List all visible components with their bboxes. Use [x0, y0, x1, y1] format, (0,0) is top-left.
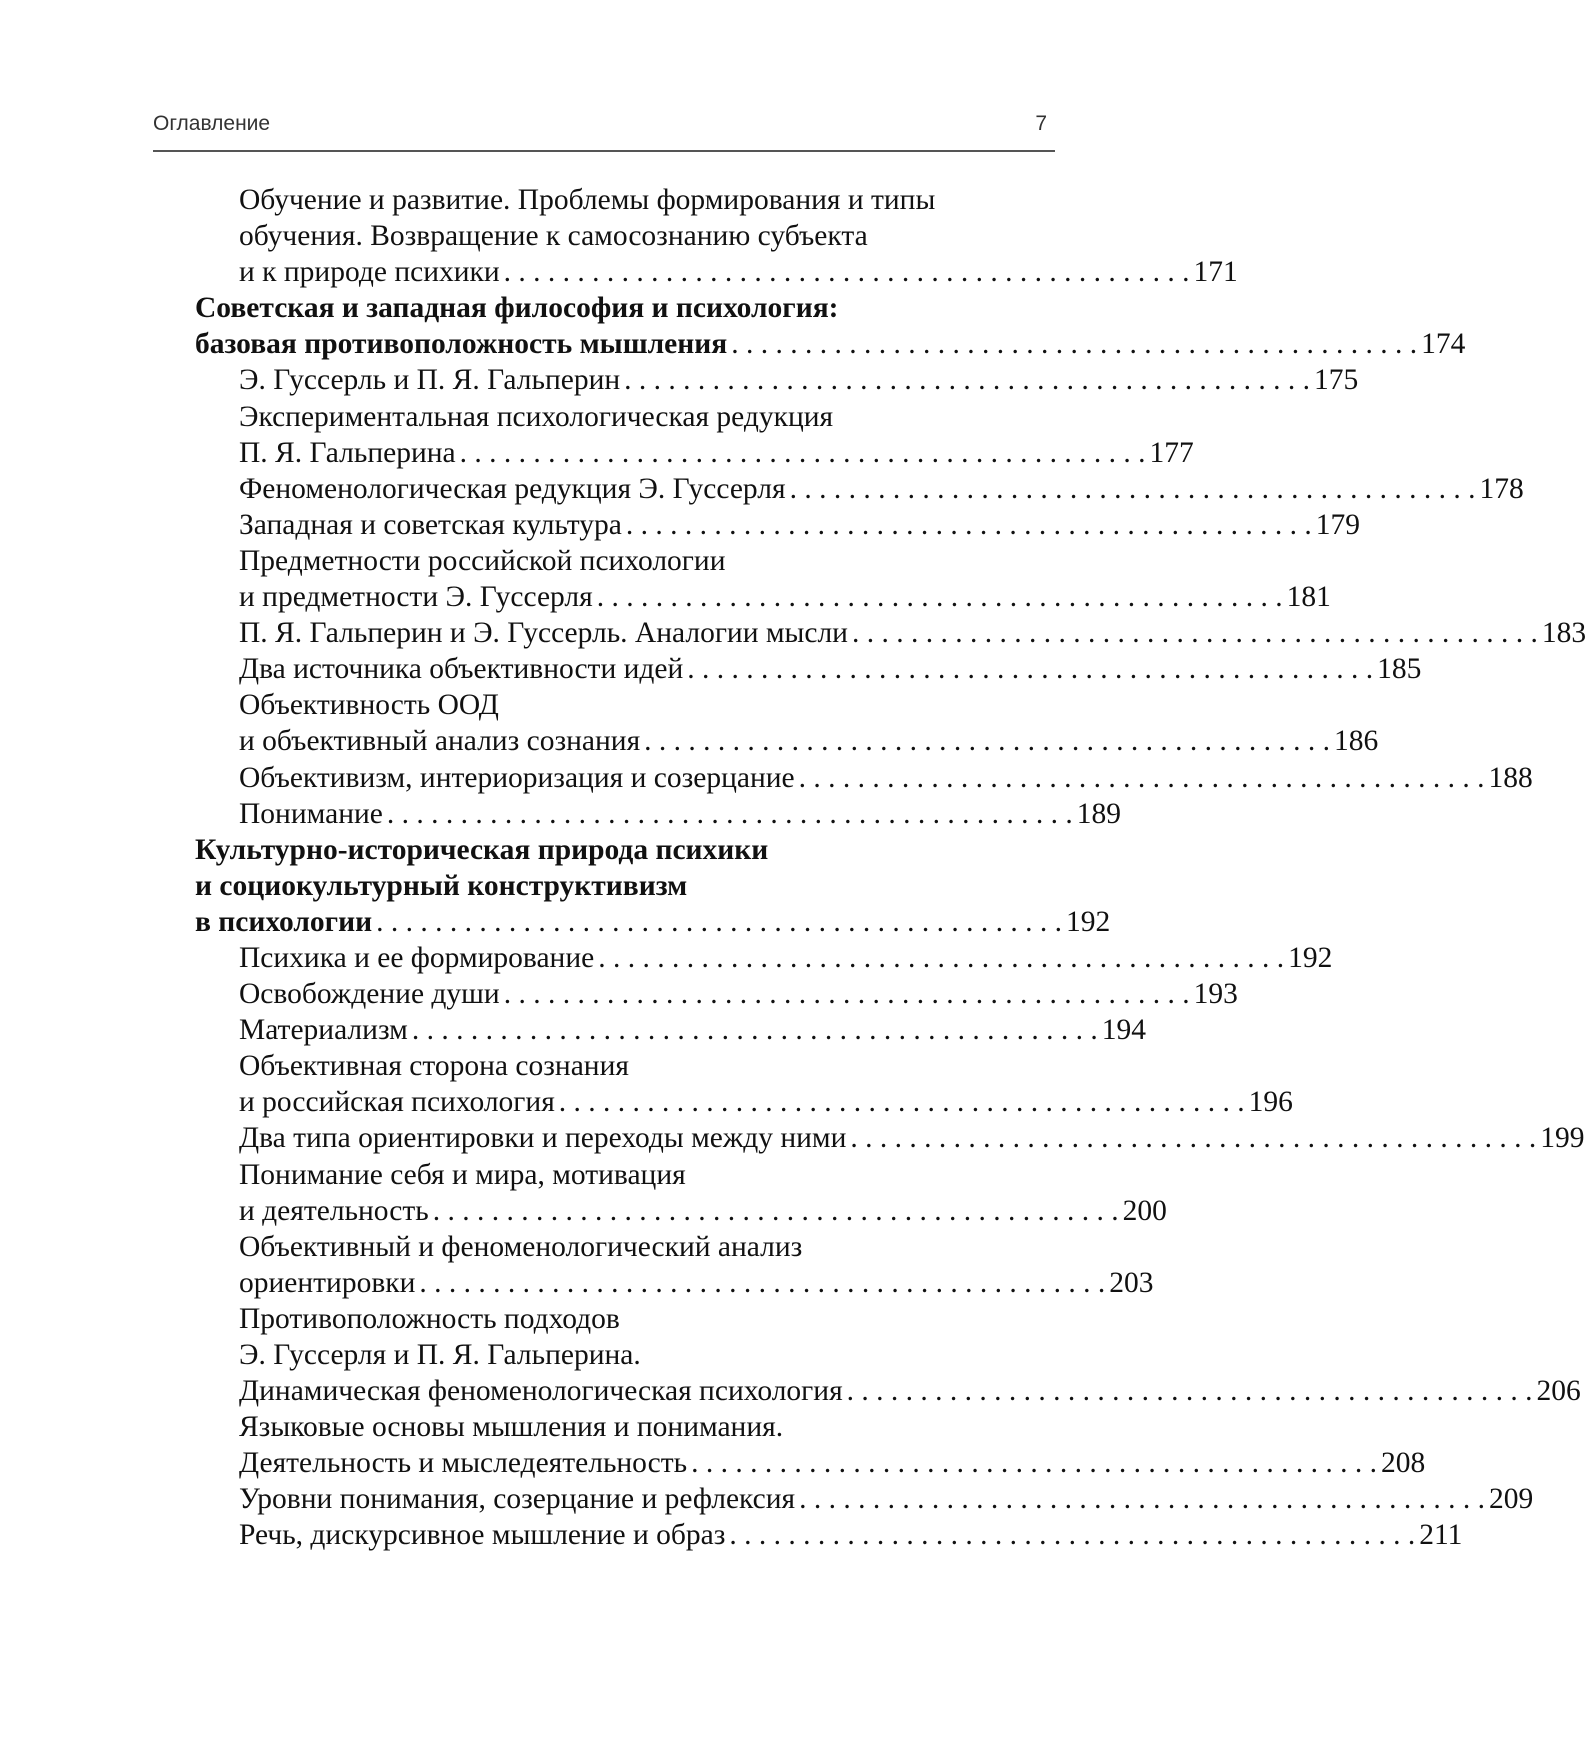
dot-leader: . . . . . . . . . . . . . . . . . . . . . . . . . . . . . . . . . . . . . . . . . . . . . . . [731, 328, 1418, 361]
toc-entry-title-line: Языковые основы мышления и понимания. [239, 1411, 784, 1444]
toc-entry-page-number: 181 [1286, 581, 1331, 614]
toc-entry-leader-row [239, 471, 1524, 507]
toc-section-entry [239, 1157, 1167, 1229]
toc-entry-leader-row [239, 1120, 1585, 1156]
toc-entry-page-number: 183 [1541, 617, 1586, 650]
toc-entry-title-line: П. Я. Гальперина [239, 436, 456, 469]
toc-entry-title-line: Обучение и развитие. Проблемы формирования и типы [239, 184, 936, 216]
toc-entry-title-line: и социокультурный конструктивизм [195, 869, 688, 902]
toc-entry-page-number: 208 [1380, 1447, 1426, 1480]
toc-section-entry [239, 399, 1194, 471]
toc-entry-leader-row [239, 1481, 1534, 1517]
toc-entry-page-number: 199 [1540, 1122, 1585, 1155]
toc-entry-title-line: в психологии [195, 905, 373, 938]
toc-section-entry [239, 1229, 1154, 1301]
dot-leader: . . . . . . . . . . . . . . . . . . . . . . . . . . . . . . . . . . . . . . . . . . . . . . . [687, 653, 1374, 686]
toc-entry-page-number: 177 [1149, 436, 1194, 469]
toc-entry-leader-row [195, 326, 1466, 362]
toc-section-entry [239, 1517, 1463, 1553]
toc-entry-leader-row [239, 760, 1533, 796]
toc-entry-page-number: 211 [1419, 1519, 1463, 1552]
toc-entry-page-number: 196 [1248, 1086, 1293, 1119]
toc-entry-title-line: Речь, дискурсивное мышление и образ [239, 1519, 726, 1552]
toc-section-entry [239, 1301, 1581, 1409]
dot-leader: . . . . . . . . . . . . . . . . . . . . . . . . . . . . . . . . . . . . . . . . . . . . . . . [432, 1194, 1119, 1227]
dot-leader: . . . . . . . . . . . . . . . . . . . . . . . . . . . . . . . . . . . . . . . . . . . . . . . [624, 364, 1311, 397]
toc-entry-title-line: Два типа ориентировки и переходы между ними [239, 1122, 847, 1155]
toc-section-entry [239, 1012, 1146, 1048]
toc-section-entry [239, 471, 1524, 507]
dot-leader: . . . . . . . . . . . . . . . . . . . . . . . . . . . . . . . . . . . . . . . . . . . . . . . [386, 797, 1073, 830]
dot-leader: . . . . . . . . . . . . . . . . . . . . . . . . . . . . . . . . . . . . . . . . . . . . . . . [798, 761, 1485, 794]
toc-entry-title-line: Понимание себя и мира, мотивация [239, 1158, 686, 1191]
toc-entry-page-number: 186 [1334, 725, 1379, 758]
toc-entry-title-line: Материализм [239, 1014, 408, 1047]
toc-entry-page-number: 179 [1315, 508, 1360, 541]
toc-entry-title-line: Объективность ООД [239, 689, 499, 722]
toc-section-entry [239, 362, 1359, 398]
dot-leader: . . . . . . . . . . . . . . . . . . . . . . . . . . . . . . . . . . . . . . . . . . . . . . . [850, 1122, 1537, 1155]
toc-entry-leader-row [239, 1373, 1581, 1409]
toc-entry-title-line: Два источника объективности идей [239, 653, 684, 686]
dot-leader: . . . . . . . . . . . . . . . . . . . . . . . . . . . . . . . . . . . . . . . . . . . . . . . [691, 1447, 1377, 1480]
toc-entry-title-line: Освобождение души [239, 978, 500, 1011]
toc-entry-page-number: 188 [1488, 761, 1533, 794]
toc-entry-leader-row [195, 904, 1111, 940]
toc-chapter-entry [195, 290, 1466, 362]
toc-section-entry [239, 796, 1121, 832]
table-of-contents [195, 182, 1586, 1554]
dot-leader: . . . . . . . . . . . . . . . . . . . . . . . . . . . . . . . . . . . . . . . . . . . . . . . [598, 941, 1285, 974]
toc-entry-title-line: П. Я. Гальперин и Э. Гуссерль. Аналогии мысли [239, 617, 848, 650]
toc-entry-leader-row [239, 1265, 1154, 1301]
toc-entry-title-line: Понимание [239, 797, 383, 830]
toc-entry-title-line: Западная и советская культура [239, 508, 622, 541]
toc-entry-leader-row [239, 1517, 1463, 1553]
dot-leader: . . . . . . . . . . . . . . . . . . . . . . . . . . . . . . . . . . . . . . . . . . . . . . . [625, 508, 1312, 541]
toc-entry-title-line: Экспериментальная психологическая редукция [239, 400, 834, 433]
dot-leader: . . . . . . . . . . . . . . . . . . . . . . . . . . . . . . . . . . . . . . . . . . . . . . . [411, 1014, 1098, 1047]
toc-entry-leader-row [239, 1193, 1167, 1229]
dot-leader: . . . . . . . . . . . . . . . . . . . . . . . . . . . . . . . . . . . . . . . . . . . . . . . [729, 1519, 1416, 1552]
toc-section-entry [239, 543, 1331, 615]
toc-entry-leader-row [239, 507, 1360, 543]
toc-entry-page-number: 194 [1101, 1014, 1146, 1047]
toc-entry-title-line: и к природе психики [239, 256, 500, 289]
toc-chapter-entry [195, 832, 1111, 940]
dot-leader: . . . . . . . . . . . . . . . . . . . . . . . . . . . . . . . . . . . . . . . . . . . . . . . [459, 436, 1146, 469]
toc-entry-page-number: 175 [1314, 364, 1359, 397]
toc-entry-leader-row [239, 1445, 1426, 1481]
toc-section-entry [239, 1409, 1426, 1481]
toc-entry-title-line: Культурно-историческая природа психики [195, 833, 769, 866]
toc-entry-page-number: 171 [1193, 256, 1238, 289]
toc-entry-title-line: Уровни понимания, созерцание и рефлексия [239, 1483, 796, 1516]
toc-entry-leader-row [239, 579, 1331, 615]
toc-entry-title-line: Динамическая феноменологическая психология [239, 1375, 843, 1408]
toc-entry-title-line: и объективный анализ сознания [239, 725, 641, 758]
toc-entry-title-line: обучения. Возвращение к самосознанию субъекта [239, 220, 868, 253]
toc-entry-page-number: 203 [1109, 1266, 1154, 1299]
toc-entry-leader-row [239, 651, 1422, 687]
toc-section-entry [239, 507, 1360, 543]
toc-section-entry [239, 651, 1422, 687]
toc-entry-leader-row [239, 615, 1586, 651]
dot-leader: . . . . . . . . . . . . . . . . . . . . . . . . . . . . . . . . . . . . . . . . . . . . . . . [503, 256, 1190, 289]
toc-section-entry [239, 687, 1379, 759]
toc-entry-title-line: Объективный и феноменологический анализ [239, 1230, 803, 1263]
dot-leader: . . . . . . . . . . . . . . . . . . . . . . . . . . . . . . . . . . . . . . . . . . . . . . . [789, 472, 1476, 505]
toc-entry-page-number: 192 [1288, 941, 1333, 974]
toc-section-entry [239, 976, 1238, 1012]
toc-entry-leader-row [239, 976, 1238, 1012]
toc-entry-title-line: базовая противоположность мышления [195, 328, 728, 361]
toc-entry-leader-row [239, 723, 1379, 759]
toc-entry-leader-row [239, 1012, 1146, 1048]
toc-entry-title-line: Противоположность подходов [239, 1302, 620, 1335]
toc-section-entry [239, 182, 1238, 290]
toc-entry-leader-row [239, 254, 1238, 290]
toc-entry-title-line: и предметности Э. Гуссерля [239, 581, 593, 614]
toc-entry-title-line: ориентировки [239, 1266, 416, 1299]
toc-entry-title-line: Э. Гуссерля и П. Я. Гальперина. [239, 1339, 641, 1371]
toc-entry-page-number: 209 [1488, 1483, 1534, 1516]
toc-entry-page-number: 200 [1122, 1194, 1167, 1227]
toc-entry-leader-row [239, 796, 1121, 832]
toc-entry-page-number: 178 [1479, 472, 1524, 505]
toc-entry-title-line: Деятельность и мыследеятельность [239, 1447, 688, 1480]
toc-section-entry [239, 1481, 1534, 1517]
toc-entry-page-number: 189 [1076, 797, 1121, 830]
toc-entry-title-line: Объективизм, интериоризация и созерцание [239, 761, 795, 794]
toc-entry-leader-row [239, 435, 1194, 471]
toc-section-entry [239, 760, 1533, 796]
toc-section-entry [239, 940, 1333, 976]
dot-leader: . . . . . . . . . . . . . . . . . . . . . . . . . . . . . . . . . . . . . . . . . . . . . . . [419, 1266, 1106, 1299]
dot-leader: . . . . . . . . . . . . . . . . . . . . . . . . . . . . . . . . . . . . . . . . . . . . . . . [799, 1483, 1485, 1516]
toc-entry-page-number: 193 [1193, 978, 1238, 1011]
toc-section-entry [239, 615, 1586, 651]
toc-entry-title-line: Феноменологическая редукция Э. Гуссерля [239, 472, 786, 505]
dot-leader: . . . . . . . . . . . . . . . . . . . . . . . . . . . . . . . . . . . . . . . . . . . . . . . [376, 905, 1062, 938]
toc-entry-title-line: и деятельность [239, 1194, 429, 1227]
toc-entry-title-line: и российская психология [239, 1086, 555, 1119]
dot-leader: . . . . . . . . . . . . . . . . . . . . . . . . . . . . . . . . . . . . . . . . . . . . . . . [846, 1375, 1533, 1408]
toc-section-entry [239, 1120, 1585, 1156]
toc-entry-page-number: 206 [1536, 1375, 1581, 1408]
toc-entry-title-line: Э. Гуссерль и П. Я. Гальперин [239, 364, 621, 397]
dot-leader: . . . . . . . . . . . . . . . . . . . . . . . . . . . . . . . . . . . . . . . . . . . . . . . [644, 725, 1331, 758]
running-header [153, 108, 1055, 152]
toc-entry-page-number: 185 [1377, 653, 1422, 686]
toc-section-entry [239, 1048, 1293, 1120]
toc-entry-leader-row [239, 940, 1333, 976]
toc-entry-page-number: 174 [1421, 328, 1466, 361]
toc-entry-title-line: Психика и ее формирование [239, 941, 595, 974]
toc-entry-title-line: Советская и западная философия и психология: [195, 292, 839, 325]
dot-leader: . . . . . . . . . . . . . . . . . . . . . . . . . . . . . . . . . . . . . . . . . . . . . . . [851, 617, 1538, 650]
page-number: 7 [1035, 112, 1047, 135]
toc-entry-leader-row [239, 1084, 1293, 1120]
toc-entry-page-number: 192 [1065, 905, 1111, 938]
dot-leader: . . . . . . . . . . . . . . . . . . . . . . . . . . . . . . . . . . . . . . . . . . . . . . . [596, 581, 1283, 614]
toc-entry-title-line: Объективная сторона сознания [239, 1050, 629, 1083]
running-header-title: Оглавление [153, 112, 271, 135]
dot-leader: . . . . . . . . . . . . . . . . . . . . . . . . . . . . . . . . . . . . . . . . . . . . . . . [558, 1086, 1245, 1119]
toc-entry-leader-row [239, 362, 1359, 398]
dot-leader: . . . . . . . . . . . . . . . . . . . . . . . . . . . . . . . . . . . . . . . . . . . . . . . [503, 978, 1190, 1011]
toc-entry-title-line: Предметности российской психологии [239, 544, 726, 577]
